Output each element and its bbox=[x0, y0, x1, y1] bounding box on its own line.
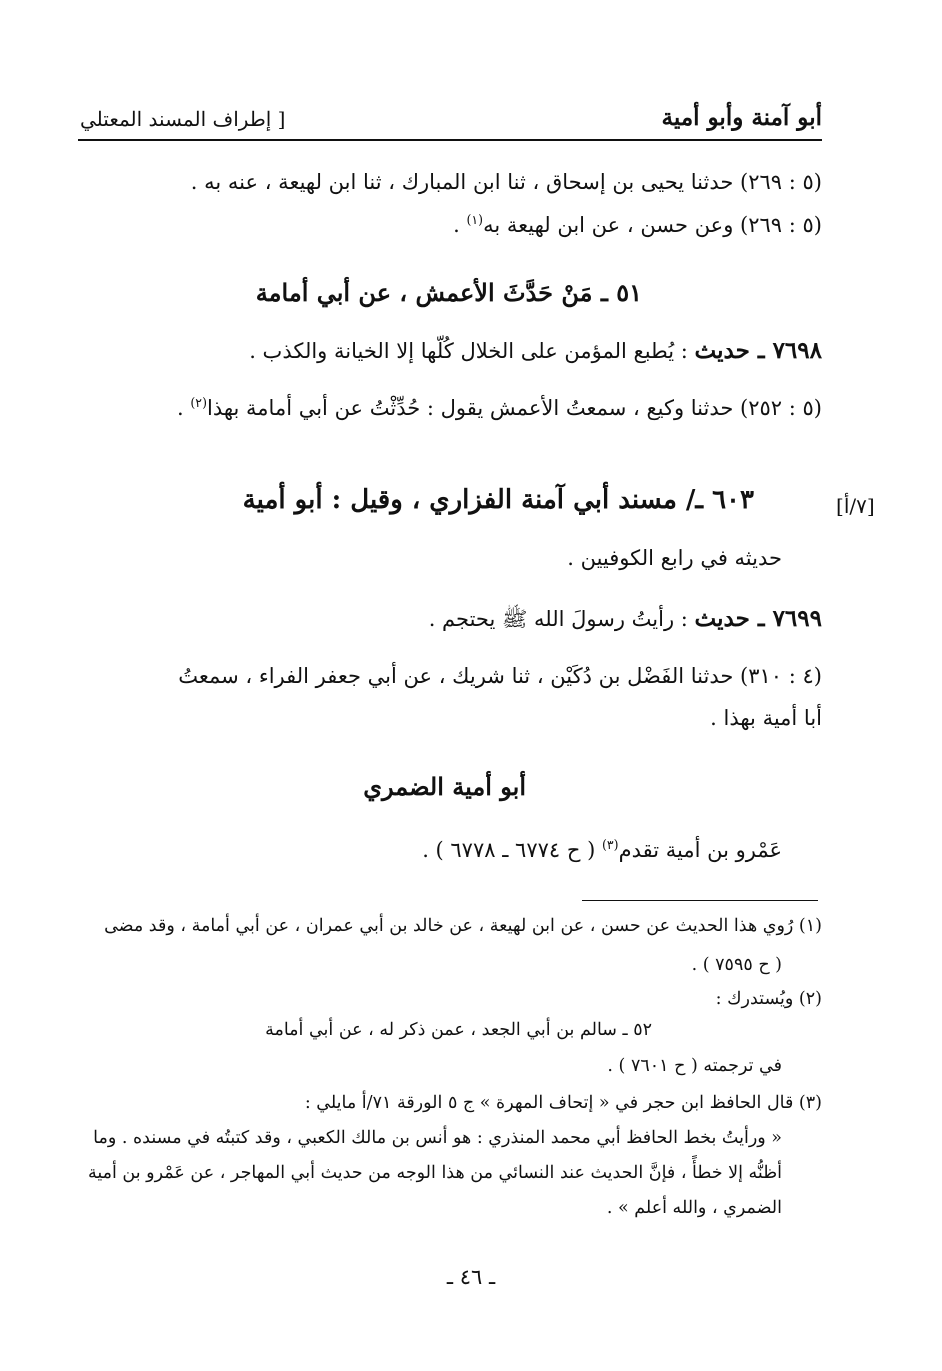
hadith-line bbox=[249, 337, 822, 365]
hadith-number: ٧٦٩٨ ـ حديث bbox=[694, 337, 822, 364]
footnote-ref: (٢) bbox=[190, 395, 207, 410]
isnad-text: (٥ : ٢٦٩) وعن حسن ، عن ابن لهيعة به bbox=[483, 213, 822, 237]
margin-folio-note: [٧/أ] bbox=[836, 494, 875, 518]
footnote-2-entry: ٥٢ ـ سالم بن أبي الجعد ، عمن ذكر له ، عن أبي أمامة bbox=[265, 1020, 652, 1040]
cross-reference-line bbox=[422, 838, 782, 863]
footnote-3: (٣) قال الحافظ ابن حجر في « إتحاف المهرة » ج ٥ الورقة ٧١/أ مايلي : bbox=[304, 1093, 822, 1113]
isnad-line bbox=[453, 213, 822, 238]
footnote-ref: (٣) bbox=[601, 837, 619, 852]
hadith-text: : رأيتُ رسولَ الله ﷺ يحتجم . bbox=[428, 607, 695, 631]
footnote-2-cont: في ترجمته ( ح ٧٦٠١ ) . bbox=[607, 1056, 782, 1076]
isnad-end: . bbox=[177, 396, 191, 420]
isnad-end: . bbox=[453, 213, 467, 237]
isnad-line: (٤ : ٣١٠) حدثنا الفَضْل بن دُكَيْن ، ثنا شريك ، عن أبي جعفر الفراء ، سمعتُ bbox=[178, 664, 822, 688]
isnad-line bbox=[177, 396, 822, 421]
isnad-text: (٥ : ٢٥٢) حدثنا وكيع ، سمعتُ الأعمش يقول : حُدِّثْتُ عن أبي أمامة بهذا bbox=[206, 396, 822, 420]
header-rule bbox=[78, 139, 822, 141]
running-header-title: أبو آمنة وأبو أمية bbox=[661, 104, 822, 131]
hadith-line bbox=[429, 605, 822, 633]
running-header-book: [ إطراف المسند المعتلي bbox=[80, 107, 286, 131]
footnote-3-quote: « ورأيتُ بخط الحافظ أبي محمد المنذري : هو أنس بن مالك الكعبي ، وقد كتبتُه في مسنده . وما bbox=[93, 1128, 782, 1148]
cross-reference-range: ( ح ٦٧٧٤ ـ ٦٧٧٨ ) . bbox=[422, 838, 602, 862]
footnote-3-quote: أظنُّه إلا خطأً ، فإنَّ الحديث عند النسائي من هذا الوجه من حديث أبي المهاجر ، عن عَمْرو بن أمية bbox=[87, 1163, 782, 1183]
intro-line: حديثه في رابع الكوفيين . bbox=[567, 546, 782, 570]
hadith-text: : يُطبع المؤمن على الخلال كُلّها إلا الخيانة والكذب . bbox=[249, 339, 695, 363]
footnote-ref: (١) bbox=[466, 212, 484, 227]
section-heading: أبو أمية الضمري bbox=[363, 772, 526, 801]
footnote-separator bbox=[582, 900, 818, 901]
footnote-3-quote: الضمري ، والله أعلم » . bbox=[606, 1198, 782, 1218]
isnad-line: (٥ : ٢٦٩) حدثنا يحيى بن إسحاق ، ثنا ابن المبارك ، ثنا ابن لهيعة ، عنه به . bbox=[190, 170, 822, 194]
hadith-number: ٧٦٩٩ ـ حديث bbox=[694, 605, 822, 632]
page-number: ـ ٤٦ ـ bbox=[446, 1265, 496, 1289]
section-heading: ٦٠٣ ـ/ مسند أبي آمنة الفزاري ، وقيل : أبو أمية bbox=[242, 485, 754, 515]
footnote-1: (١) رُوي هذا الحديث عن حسن ، عن ابن لهيعة ، عن خالد بن أبي عمران ، عن أبي أمامة ، وقد مضى bbox=[104, 916, 822, 936]
section-heading: ٥١ ـ مَنْ حَدَّثَ الأعمش ، عن أبي أمامة bbox=[255, 278, 642, 307]
isnad-line: أبا أمية بهذا . bbox=[710, 706, 822, 730]
cross-reference-text: عَمْرو بن أمية تقدم bbox=[618, 838, 782, 862]
footnote-2: (٢) ويُستدرك : bbox=[715, 989, 822, 1009]
footnote-1-cont: ( ح ٧٥٩٥ ) . bbox=[691, 955, 782, 975]
